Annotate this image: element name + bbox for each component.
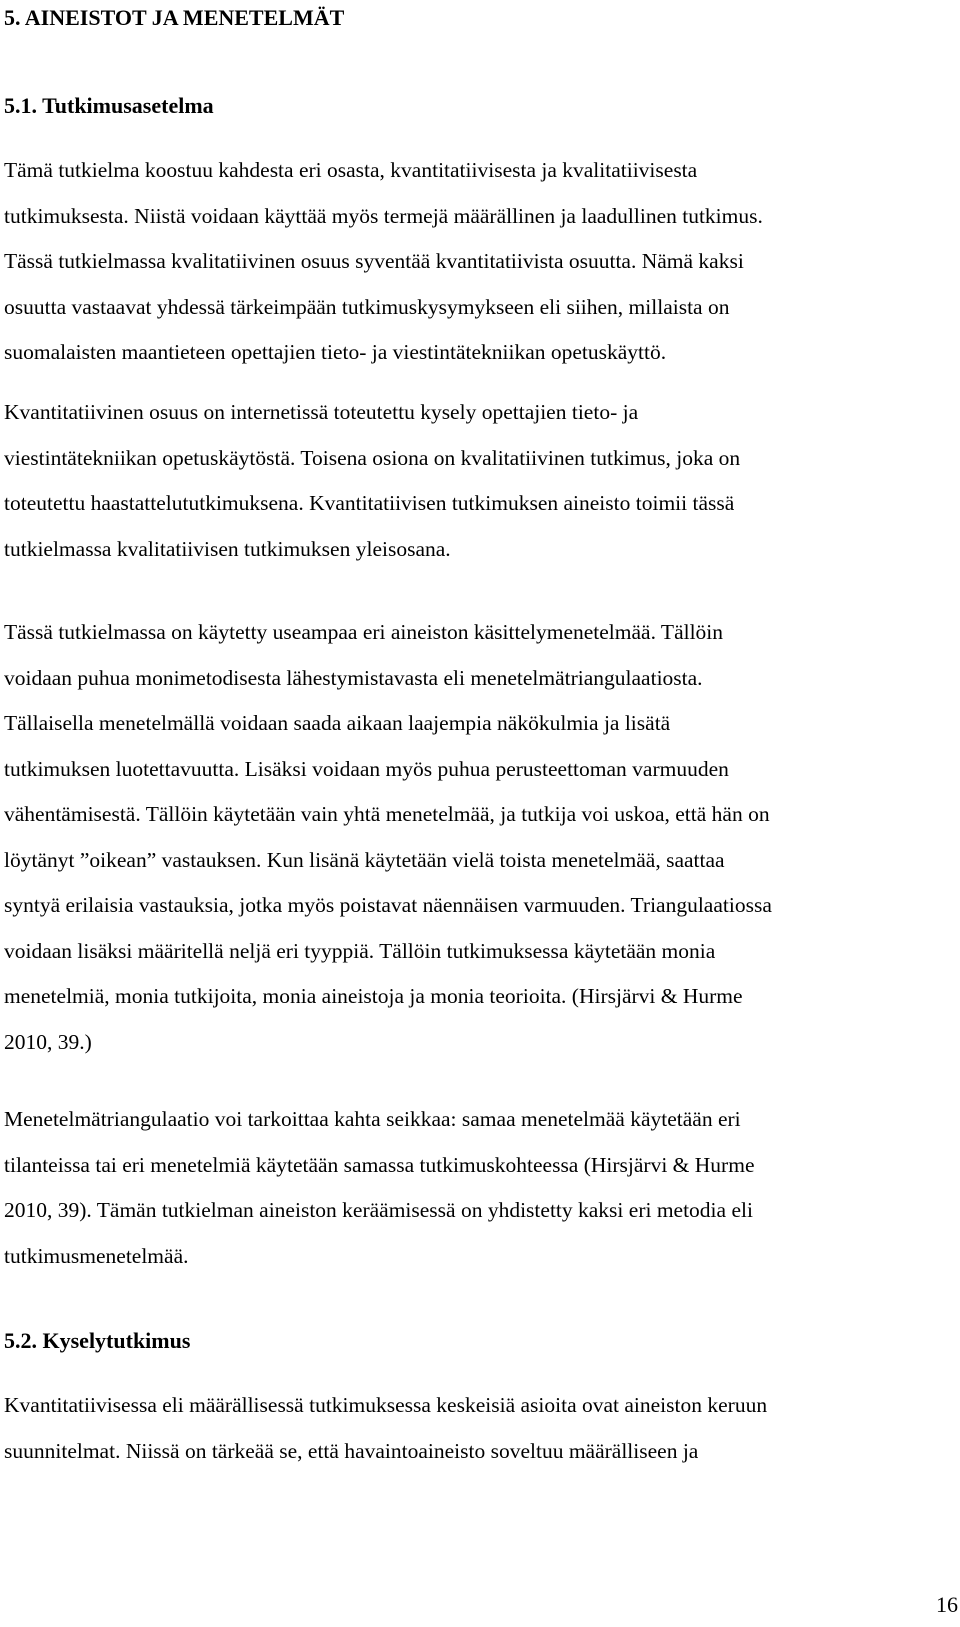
paragraph-line: tutkimuksen luotettavuutta. Lisäksi voidaan myös puhua perusteettoman varmuuden	[4, 756, 729, 781]
paragraph-5	[4, 1383, 954, 1474]
paragraph-line: 2010, 39.)	[4, 1029, 92, 1054]
paragraph-line: suunnitelmat. Niissä on tärkeää se, että havaintoaineisto soveltuu määrälliseen ja	[4, 1438, 699, 1463]
paragraph-line: Tällaisella menetelmällä voidaan saada aikaan laajempia näkökulmia ja lisätä	[4, 711, 671, 735]
paragraph-line: vähentämisestä. Tällöin käytetään vain yhtä menetelmää, ja tutkija voi uskoa, että hän on	[4, 802, 770, 826]
paragraph-line: tutkimuksesta. Niistä voidaan käyttää myös termejä määrällinen ja laadullinen tutkimus.	[4, 203, 763, 228]
paragraph-line: Tässä tutkielmassa kvalitatiivinen osuus syventää kvantitatiivista osuutta. Nämä kaksi	[4, 249, 744, 273]
paragraph-line: Kvantitatiivisessa eli määrällisessä tutkimuksessa keskeisiä asioita ovat aineiston keruun	[4, 1393, 768, 1417]
paragraph-line: tilanteissa tai eri menetelmiä käytetään samassa tutkimuskohteessa (Hirsjärvi & Hurme	[4, 1152, 755, 1177]
paragraph-line: löytänyt ”oikean” vastauksen. Kun lisänä käytetään vielä toista menetelmää, saattaa	[4, 847, 725, 872]
paragraph-line: menetelmiä, monia tutkijoita, monia aineistoja ja monia teorioita. (Hirsjärvi & Hurme	[4, 984, 743, 1008]
paragraph-line: Menetelmätriangulaatio voi tarkoittaa kahta seikkaa: samaa menetelmää käytetään eri	[4, 1107, 741, 1131]
section-heading-kyselytutkimus: 5.2. Kyselytutkimus	[4, 1328, 191, 1353]
paragraph-line: Kvantitatiivinen osuus on internetissä toteutettu kysely opettajien tieto- ja	[4, 400, 639, 424]
page-number: 16	[936, 1592, 958, 1617]
section-heading-tutkimusasetelma: 5.1. Tutkimusasetelma	[4, 93, 214, 118]
paragraph-line: suomalaisten maantieteen opettajien tieto- ja viestintätekniikan opetuskäyttö.	[4, 340, 667, 364]
paragraph-line: tutkielmassa kvalitatiivisen tutkimuksen yleisosana.	[4, 536, 451, 561]
paragraph-line: voidaan lisäksi määritellä neljä eri tyyppiä. Tällöin tutkimuksessa käytetään monia	[4, 938, 716, 963]
paragraph-line: Tämä tutkielma koostuu kahdesta eri osasta, kvantitatiivisesta ja kvalitatiivisesta	[4, 158, 698, 182]
paragraph-line: syntyä erilaisia vastauksia, jotka myös poistavat näennäisen varmuuden. Triangulaatiossa	[4, 893, 772, 917]
paragraph-1	[4, 148, 954, 376]
paragraph-line: tutkimusmenetelmää.	[4, 1243, 189, 1268]
chapter-heading: 5. AINEISTOT JA MENETELMÄT	[4, 5, 345, 30]
paragraph-line: osuutta vastaavat yhdessä tärkeimpään tutkimuskysymykseen eli siihen, millaista on	[4, 294, 730, 319]
paragraph-line: Tässä tutkielmassa on käytetty useampaa eri aineiston käsittelymenetelmää. Tällöin	[4, 620, 724, 644]
paragraph-line: 2010, 39). Tämän tutkielman aineiston keräämisessä on yhdistetty kaksi eri metodia eli	[4, 1198, 753, 1222]
paragraph-line: voidaan puhua monimetodisesta lähestymistavasta eli menetelmätriangulaatiosta.	[4, 665, 703, 690]
paragraph-2	[4, 390, 954, 572]
paragraph-4	[4, 1097, 954, 1279]
paragraph-line: viestintätekniikan opetuskäytöstä. Toisena osiona on kvalitatiivinen tutkimus, joka on	[4, 445, 741, 470]
paragraph-3	[4, 610, 954, 1065]
paragraph-line: toteutettu haastattelututkimuksena. Kvantitatiivisen tutkimuksen aineisto toimii tässä	[4, 491, 735, 515]
